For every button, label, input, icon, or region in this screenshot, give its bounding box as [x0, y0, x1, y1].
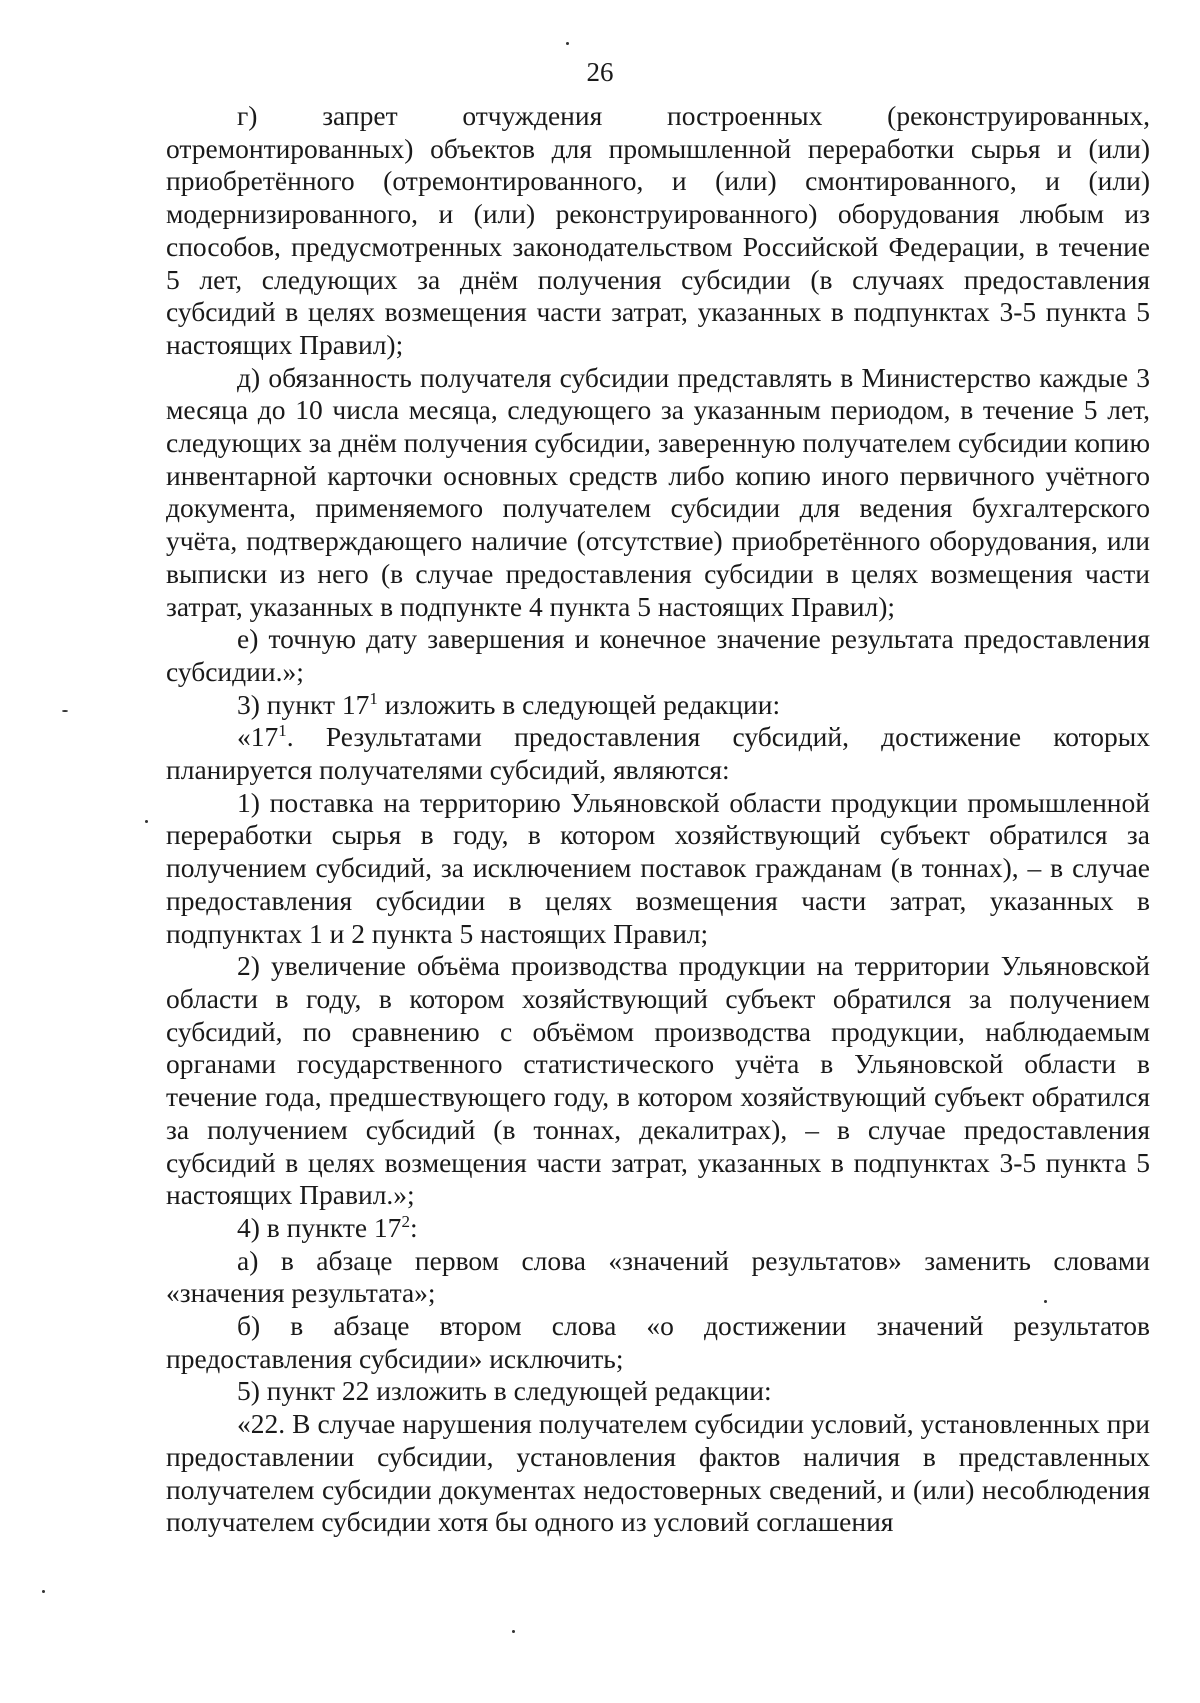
item-3-text-end: изложить в следующей редакции:	[377, 688, 781, 720]
result-2: 2) увеличение объёма производства продукции на территории Ульяновской области в году, в котором хозяйствующий субъект обратился за получением субсидий, по сравнению с объёмом производства продукции, наблюдаемым органами государственного статистического учёта в Ульяновской области в течение года, предшествующего году, в котором хозяйствующий субъект обратился за получением субсидий (в тоннах, декалитрах), – в случае предоставления субсидий в целях возмещения части затрат, указанных в подпунктах 3-5 пункта 5 настоящих Правил.»;	[166, 950, 1150, 1211]
item-5: 5) пункт 22 изложить в следующей редакции:	[237, 1375, 772, 1407]
item-3-quote-superscript: 1	[278, 721, 287, 741]
item-4	[166, 1212, 1150, 1245]
item-5-quote: «22. В случае нарушения получателем субсидии условий, установленных при предоставлении субсидии, установления фактов наличия в представленных получателем субсидии документах недостоверных сведений, и (или) несоблюдения получателем субсидии хотя бы одного из условий соглашения	[166, 1408, 1150, 1538]
item-4-text-end: :	[409, 1211, 418, 1243]
item-3-quote-text: . Результатами предоставления субсидий, достижение которых планируется получателями субсидий, являются:	[166, 721, 1150, 786]
scan-speck	[1044, 1300, 1047, 1303]
page-number: 26	[586, 57, 614, 87]
item-3-text: 3) пункт 17	[237, 688, 370, 720]
scan-speck	[145, 820, 148, 823]
item-3-quote-start: «17	[237, 721, 279, 753]
scan-speck	[566, 42, 569, 45]
item-4-text: 4) в пункте 17	[237, 1211, 402, 1243]
item-3-superscript: 1	[369, 688, 378, 708]
paragraph-e: е) точную дату завершения и конечное значение результата предоставления субсидии.»;	[166, 623, 1150, 687]
item-4-superscript: 2	[401, 1211, 410, 1231]
paragraph-g: г) запрет отчуждения построенных (реконструированных, отремонтированных) объектов для промышленной переработки сырья и (или) приобретённого (отремонтированного, и (или) смонтированного, и (или) модернизированного, и (или) реконструированного) оборудования любым из способов, предусмотренных законодательством Российской Федерации, в течение 5 лет, следующих за днём получения субсидии (в случаях предоставления субсидий в целях возмещения части затрат, указанных в подпунктах 3-5 пункта 5 настоящих Правил);	[166, 100, 1150, 360]
item-3	[166, 689, 1150, 722]
item-4-a: а) в абзаце первом слова «значений результатов» заменить словами «значения результата»;	[166, 1244, 1150, 1309]
scan-speck	[512, 1630, 515, 1633]
document-body	[166, 100, 1150, 1539]
scan-speck	[42, 1590, 45, 1593]
item-3-quote	[166, 721, 1150, 786]
result-1: 1) поставка на территорию Ульяновской области продукции промышленной переработки сырья в году, в котором хозяйствующий субъект обратился за получением субсидий, за исключением поставок гражданам (в тоннах), – в случае предоставления субсидии в целях возмещения части затрат, указанных в подпунктах 1 и 2 пункта 5 настоящих Правил;	[166, 786, 1150, 949]
scan-speck	[62, 710, 68, 712]
paragraph-d: д) обязанность получателя субсидии представлять в Министерство каждые 3 месяца до 10 числа месяца, следующего за указанным периодом, в течение 5 лет, следующих за днём получения субсидии, заверенную получателем субсидии копию инвентарной карточки основных средств либо копию иного первичного учётного документа, применяемого получателем субсидии для ведения бухгалтерского учёта, подтверждающего наличие (отсутствие) приобретённого оборудования, или выписки из него (в случае предоставления субсидии в целях возмещения части затрат, указанных в подпункте 4 пункта 5 настоящих Правил);	[166, 361, 1150, 622]
item-4-b: б) в абзаце втором слова «о достижении значений результатов предоставления субсидии» исключить;	[166, 1310, 1150, 1374]
